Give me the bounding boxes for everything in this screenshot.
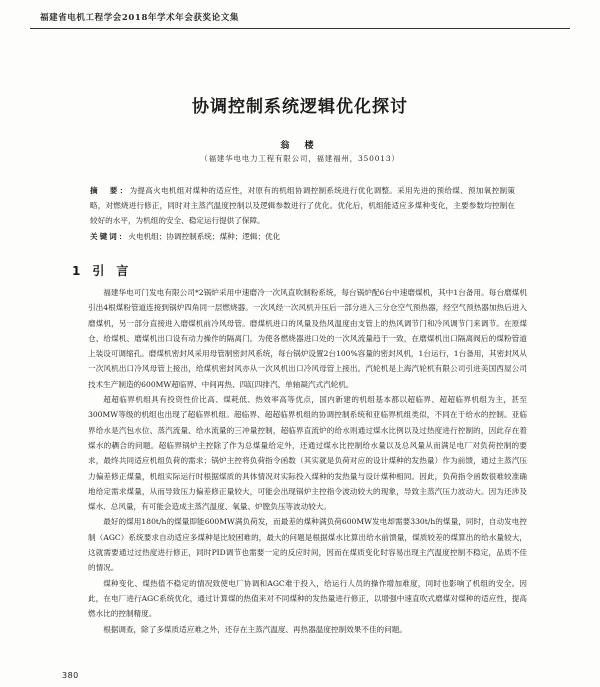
keywords-text: 火电机组；协调控制系统；煤种；逻辑；优化: [128, 232, 281, 241]
paper-title: 协调控制系统逻辑优化探讨: [192, 97, 408, 117]
section-number: 1: [72, 264, 81, 278]
abstract-label: 摘 要：: [90, 186, 130, 195]
header-divider: [30, 28, 570, 29]
paragraph: 福建华电可门发电有限公司*2锅炉采用中速磨冷一次风直吹制粉系统，每台锅炉配6台中速磨煤机，其中1台备用。每台磨煤机引出4根煤粉管道连接到锅炉四角同一层燃烧器。一次风经一次风机升压后一部分进入三分仓空气预热器，经空气预热器加热后进入磨煤机，另一部分直接进入磨煤机前冷风母管。磨煤机进口的风量及热风温度由支管上的热风调节门和冷风调节门来调节。在原煤仓、给煤机、磨煤机出口设有动力操作的隔离门。为使各燃烧器进口处的一次风流量趋于一致，在磨煤机出口隔离阀后的煤粉管道上装设可调缩孔。磨煤机密封风采用母管制密封风系统，每台锅炉设置2台100%容量的密封风机，1台运行，1台备用，其密封风从一次风机出口冷风母管上接出，给煤机密封风亦从一次风机出口冷风母管上接出。汽轮机是上海汽轮机有限公司引进美国西屋公司技术生产制造的600MW超临界、中间再热、四缸四排汽、单轴凝汽式汽轮机。: [88, 288, 527, 389]
section-title: 引言: [92, 264, 141, 278]
paragraph: 煤种变化、煤热值不稳定的情况致使电厂协调和AGC难于投入，给运行人员的操作增加难度，同时也影响了机组的安全。因此，在电厂进行AGC系统优化，通过计算煤的热值来对不同煤种的发热量进行修正，以增强中速直吹式磨煤对煤种的适应性，提高燃水比的控制精度。: [88, 578, 527, 619]
abstract-text: 为提高火电机组对煤种的适应性，对原有的机组协调控制系统进行优化调整。采用先进的预给煤、预加氧控制策略，对燃烧进行修正，同时对主蒸汽温度控制以及逻辑参数进行了优化。优化后，机组能适应多煤种变化，主要参数均控制在较好的水平，为机组的安全、稳定运行提供了保障。: [90, 186, 516, 225]
paper-author: 翁 楼: [280, 141, 320, 151]
paragraph: 根据调查，除了多煤质适应难之外，还存在主蒸汽温度、再热器温度控制效果不佳的问题。: [103, 624, 407, 634]
keywords: [90, 229, 515, 244]
page-number: 380: [62, 671, 79, 680]
body-text: [88, 285, 527, 637]
paragraph: 最好的煤用180t/h的煤量即能600MW满负荷发，而最差的煤种满负荷600MW发电却需要330t/h的煤量，同时，自动发电控制（AGC）系统要求自动适应多煤种是比较困难的，最大的问题是根据煤水比算出给水前馈量，煤质较差的煤算出的给水量较大，这就需要通过过热度进行修正，同时PID调节也需要一定的反应时间，因而在煤质变化时容易出现主汽温度控制不稳定，品质不佳的情况。: [88, 517, 527, 573]
section-heading: [72, 262, 140, 279]
keywords-label: 关键词：: [90, 232, 129, 241]
paragraph: 超超临界机组具有投资性价比高、煤耗低、热效率高等优点，国内新建的机组基本都以超临界、超超临界机组为主，甚至300MW等级的机组也出现了超临界机组。超临界、超超临界机组的协调控制系统和亚临界机组类似，不同在于给水的控制。亚临界给水是汽包水位、蒸汽流量、给水流量的三冲量控制，超临界直流炉的给水则通过煤水比例以及过热度进行控制的，因此存在着煤水的耦合的问题。超临界锅炉主控除了作为总煤量给定外，还通过煤水比控制给水量以及总风量从而满足电厂对负荷控制的要求，最终共同适应机组负荷的需求；锅炉主控将负荷指令函数（其实就是负荷对应的设计煤种的发热量）作为前馈，通过主蒸汽压力偏差修正煤量，机组实际运行时根据煤质的具体情况对实际投入煤种的发热量与设计煤种相同。因此，负荷指令函数很难较准确地给定需求煤量，从而导致压力偏差修正量较大，可能会出现锅炉主控指令波动较大的现象，导致主蒸汽压力波动大。因为还涉及煤水、总风量，有可能会造成主蒸汽温度、氧量、炉膛负压等波动较大。: [88, 395, 527, 512]
paper-affiliation: （福建华电电力工程有限公司，福建福州，350013）: [200, 154, 400, 163]
abstract: [90, 183, 515, 228]
running-header: 福建省电机工程学会2018年学术年会获奖论文集: [40, 13, 239, 23]
